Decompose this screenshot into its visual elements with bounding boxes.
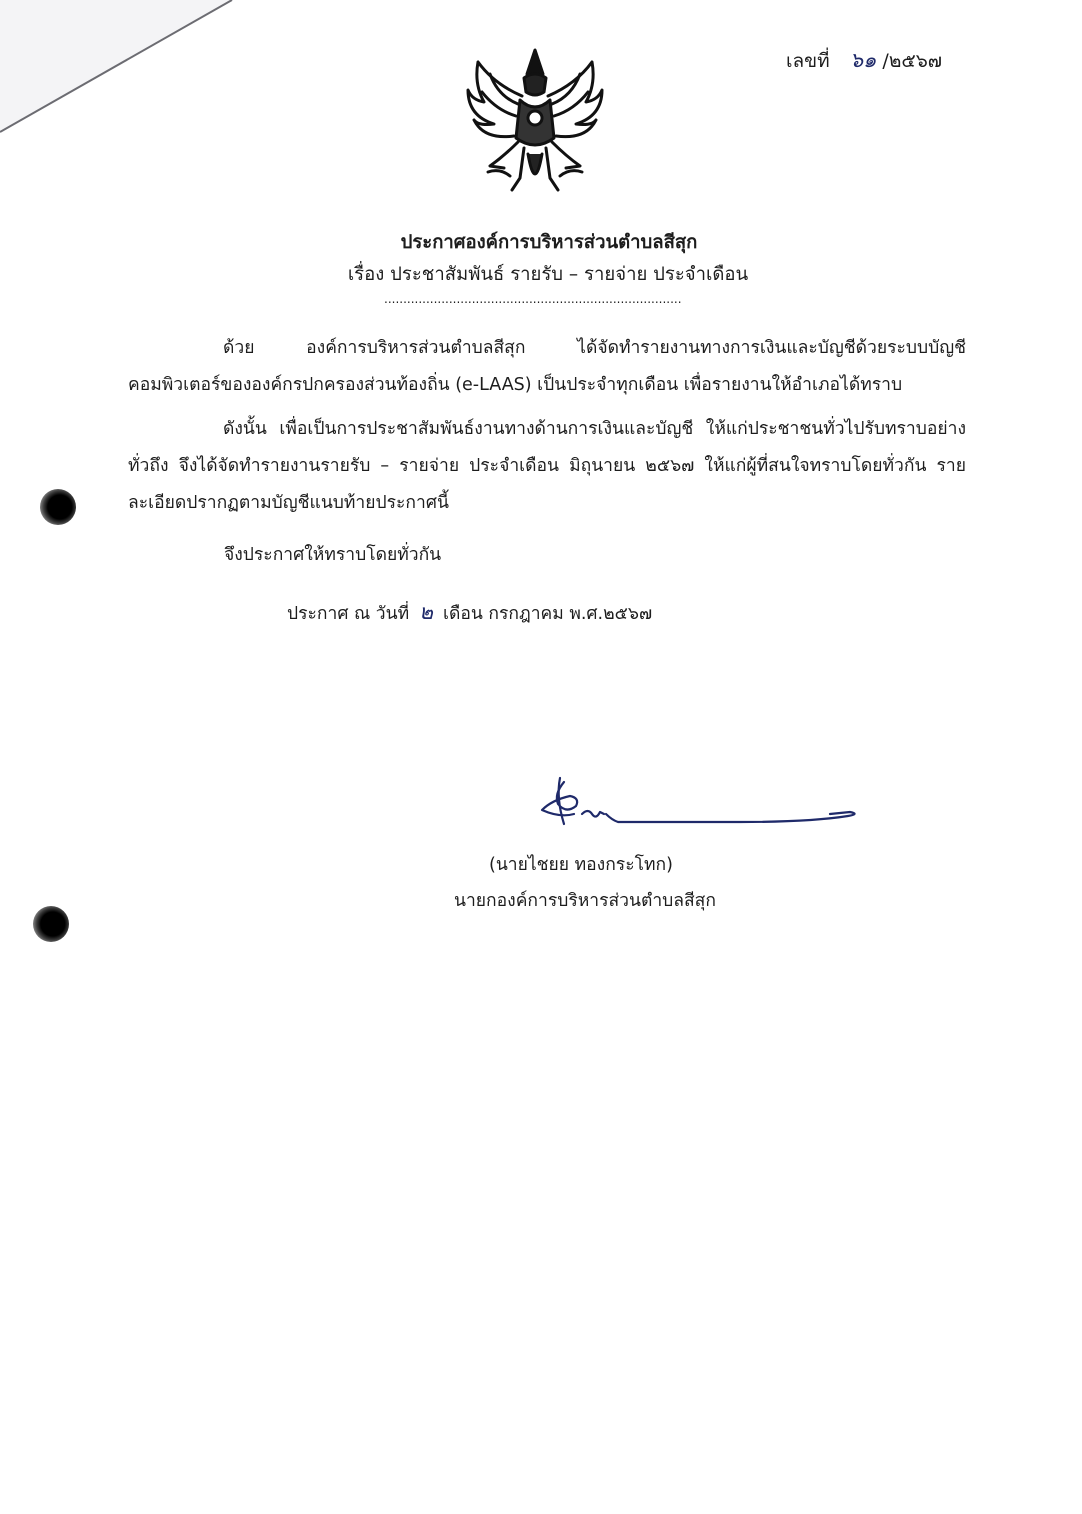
document-number-value: ๖๑: [849, 48, 877, 72]
punch-hole-bottom: [33, 906, 69, 942]
signer-position: นายกองค์การบริหารส่วนตำบลสีสุก: [454, 891, 716, 911]
paper-fold-shadow: [0, 0, 260, 140]
closing-statement: จึงประกาศให้ทราบโดยทั่วกัน: [224, 545, 442, 565]
document-number-year: /๒๕๖๗: [882, 50, 943, 72]
announcement-date: [287, 596, 652, 629]
body-paragraph-2: ดังนั้น เพื่อเป็นการประชาสัมพันธ์งานทางด้านการเงินและบัญชี ให้แก่ประชาชนทั่วไปรับทราบอย่างทั่วถึง จึงได้จัดทำรายงานรายรับ – รายจ่าย ประจำเดือน มิถุนายน ๒๕๖๗ ให้แก่ผู้ที่สนใจทราบโดยทั่วกัน รายละเอียดปรากฏตามบัญชีแนบท้ายประกาศนี้: [128, 419, 966, 513]
handwritten-signature: [530, 774, 870, 834]
punch-hole-top: [40, 489, 76, 525]
announcement-subject: เรื่อง ประชาสัมพันธ์ รายรับ – รายจ่าย ประจำเดือน: [347, 264, 749, 285]
title-divider: ..............................................................................: [384, 292, 682, 306]
date-day: ๒: [419, 600, 433, 624]
document-number-label: เลขที่: [786, 50, 830, 72]
body-paragraph-1: ด้วย องค์การบริหารส่วนตำบลสีสุก ได้จัดทำรายงานทางการเงินและบัญชีด้วยระบบบัญชีคอมพิวเตอร์ขององค์กรปกครองส่วนท้องถิ่น (e-LAAS) เป็นประจำทุกเดือน เพื่อรายงานให้อำเภอได้ทราบ: [128, 338, 966, 395]
date-prefix: ประกาศ ณ วันที่: [287, 604, 410, 624]
signer-name: (นายไชยย ทองกระโทก): [489, 855, 673, 875]
announcement-title: ประกาศองค์การบริหารส่วนตำบลสีสุก: [400, 232, 698, 253]
document-number: [786, 44, 942, 77]
garuda-emblem: [464, 44, 606, 194]
date-month-year: เดือน กรกฎาคม พ.ศ.๒๕๖๗: [442, 604, 653, 624]
